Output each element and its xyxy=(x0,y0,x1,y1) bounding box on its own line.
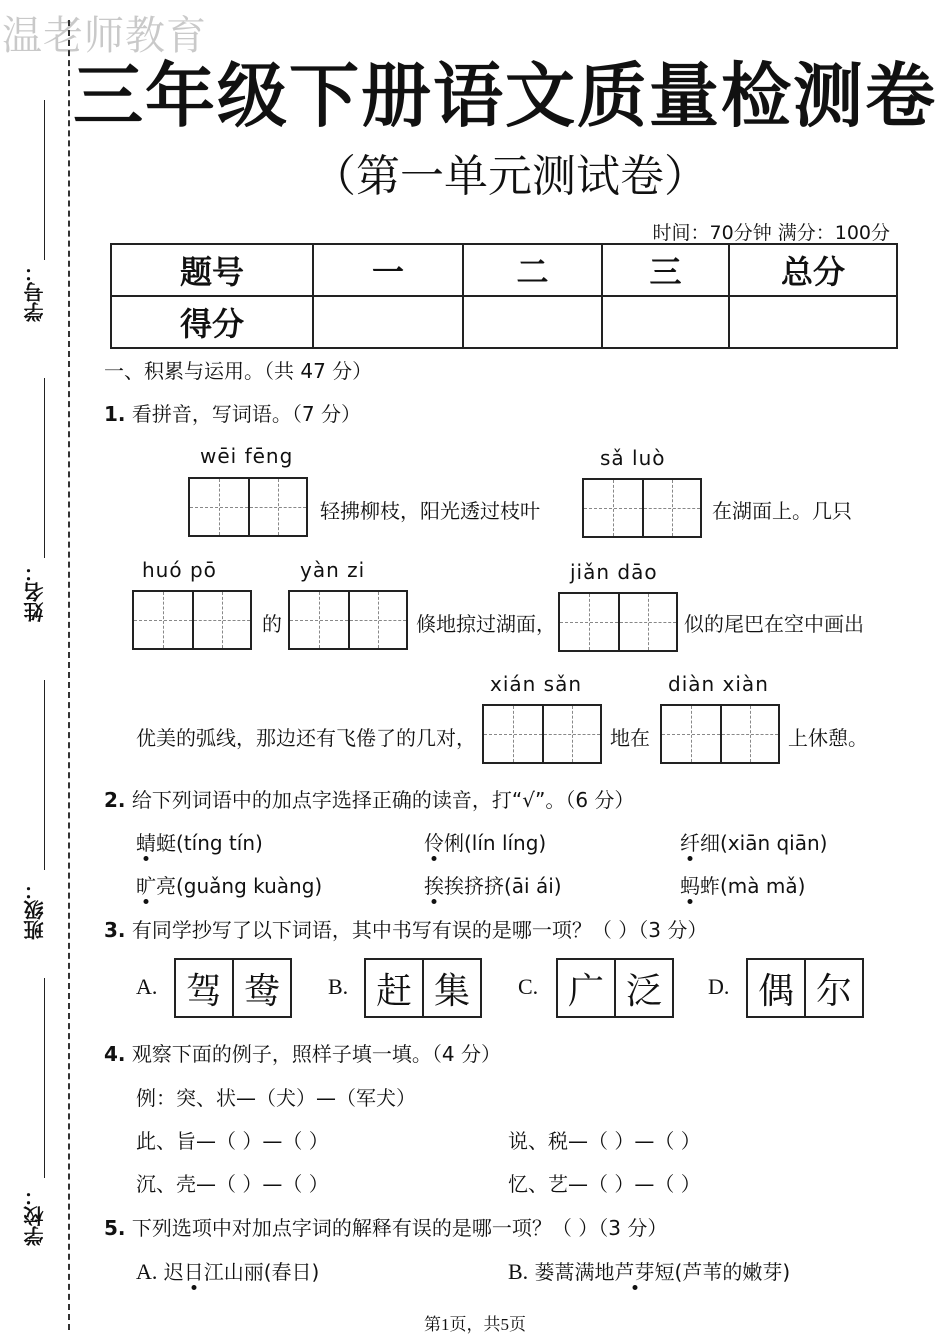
answer-grid[interactable] xyxy=(288,590,408,650)
option-text: 短(芦苇的嫩芽) xyxy=(654,1260,791,1284)
pinyin-label: jiǎn dāo xyxy=(570,560,658,584)
option-label[interactable]: C. xyxy=(518,974,539,999)
pinyin-label: xián sǎn xyxy=(490,672,583,696)
passage-text: 优美的弧线，那边还有飞倦了的几对， xyxy=(136,726,476,750)
student-no-line xyxy=(44,100,45,260)
dotted-char: 挨 xyxy=(424,874,444,898)
class-line xyxy=(44,680,45,870)
reading-text: 蜓(tíng tín) xyxy=(156,831,263,855)
option-label[interactable]: D. xyxy=(708,974,730,999)
passage-text: 似的尾巴在空中画出 xyxy=(684,612,864,636)
pinyin-label: huó pō xyxy=(142,558,217,582)
question-prompt: 观察下面的例子，照样子填一填。（4 分） xyxy=(131,1042,501,1066)
pinyin-label: diàn xiàn xyxy=(668,672,769,696)
option-text: 蒌蒿满地 xyxy=(534,1260,615,1284)
option-label: B. xyxy=(508,1259,529,1284)
header-cell: 二 xyxy=(463,244,602,296)
class-label: 班级： xyxy=(23,880,47,940)
question-number: 5. xyxy=(104,1216,126,1240)
answer-grid[interactable] xyxy=(558,592,678,652)
question-number: 2. xyxy=(104,788,126,812)
option-label[interactable]: A. xyxy=(136,974,158,999)
reading-text: 俐(lín líng) xyxy=(444,831,547,855)
header-cell: 三 xyxy=(602,244,729,296)
option-b-word[interactable] xyxy=(364,958,482,1018)
fill-item[interactable]: 沉、壳—（ ）—（ ） xyxy=(136,1172,329,1196)
question-prompt: 有同学抄写了以下词语，其中书写有误的是哪一项？（ ）（3 分） xyxy=(131,918,708,942)
page-title: 三年级下册语文质量检测卷 xyxy=(73,55,937,137)
score-table xyxy=(110,243,898,349)
option-label[interactable]: B. xyxy=(328,974,349,999)
question-2 xyxy=(104,784,634,813)
score-row-label: 得分 xyxy=(111,296,313,348)
score-cell[interactable] xyxy=(729,296,897,348)
fill-item[interactable]: 说、税—（ ）—（ ） xyxy=(508,1129,701,1153)
fill-item[interactable]: 忆、艺—（ ）—（ ） xyxy=(508,1172,701,1196)
dotted-char: 蚂 xyxy=(680,874,700,898)
question-number: 4. xyxy=(104,1042,126,1066)
answer-grid[interactable] xyxy=(582,478,702,538)
reading-option[interactable] xyxy=(680,870,805,899)
header-cell: 题号 xyxy=(111,244,313,296)
option-text: 江山丽(春日) xyxy=(203,1260,320,1284)
question-prompt: 给下列词语中的加点字选择正确的读音，打“√”。（6 分） xyxy=(131,788,635,812)
word-char: 集 xyxy=(422,960,480,1016)
question-number: 1. xyxy=(104,402,126,426)
dotted-char: 日 xyxy=(183,1260,204,1284)
example-text: 例：突、状—（犬）—（军犬） xyxy=(136,1086,416,1110)
student-no-label: 学号： xyxy=(23,262,47,322)
passage-text: 在湖面上。几只 xyxy=(712,499,852,523)
score-table-score-row xyxy=(111,296,897,348)
binding-dashed-line xyxy=(68,20,70,1330)
answer-grid[interactable] xyxy=(660,704,780,764)
dotted-char: 芦芽 xyxy=(614,1260,655,1284)
answer-grid[interactable] xyxy=(132,590,252,650)
reading-text: 细(xiān qiān) xyxy=(700,831,828,855)
reading-text: 挨挤挤(āi ái) xyxy=(444,874,562,898)
reading-option[interactable] xyxy=(424,827,546,856)
question-number: 3. xyxy=(104,918,126,942)
question-3 xyxy=(104,914,707,943)
pinyin-label: wēi fēng xyxy=(200,444,294,468)
passage-text: 轻拂柳枝，阳光透过枝叶 xyxy=(320,499,540,523)
school-label: 学校： xyxy=(23,1186,47,1246)
word-char: 尔 xyxy=(804,960,862,1016)
dotted-char: 伶 xyxy=(424,831,444,855)
word-char: 驾 xyxy=(185,970,222,1012)
option-a[interactable] xyxy=(136,1256,319,1285)
score-table-header-row xyxy=(111,244,897,296)
section-heading: 一、积累与运用。（共 47 分） xyxy=(104,359,373,383)
dotted-char: 蜻 xyxy=(136,831,156,855)
dotted-char: 纤 xyxy=(680,831,700,855)
watermark: 温老师教育 xyxy=(2,13,207,59)
passage-text: 倏地掠过湖面， xyxy=(416,612,556,636)
word-char: 鸯 xyxy=(232,960,290,1016)
school-line xyxy=(44,978,45,1178)
word-char: 偶 xyxy=(757,970,794,1012)
option-b[interactable] xyxy=(508,1256,790,1285)
option-d-word[interactable] xyxy=(746,958,864,1018)
name-line xyxy=(44,378,45,558)
question-1 xyxy=(104,398,361,427)
reading-text: 亮(guǎng kuàng) xyxy=(156,874,323,898)
answer-grid[interactable] xyxy=(482,704,602,764)
answer-grid[interactable] xyxy=(188,477,308,537)
option-label: A. xyxy=(136,1259,158,1284)
reading-option[interactable] xyxy=(424,870,562,899)
option-text: 迟 xyxy=(163,1260,184,1284)
word-char: 广 xyxy=(567,970,604,1012)
word-char: 赶 xyxy=(375,970,412,1012)
question-5 xyxy=(104,1212,667,1241)
passage-text: 的 xyxy=(262,612,282,636)
name-label: 姓名： xyxy=(23,562,47,622)
pinyin-label: yàn zi xyxy=(300,558,366,582)
question-prompt: 看拼音，写词语。（7 分） xyxy=(131,402,361,426)
passage-text: 上休憩。 xyxy=(788,726,868,750)
header-cell: 一 xyxy=(313,244,463,296)
header-cell: 总分 xyxy=(729,244,897,296)
reading-text: 蚱(mà mǎ) xyxy=(700,874,806,898)
question-prompt: 下列选项中对加点字词的解释有误的是哪一项？（ ）（3 分） xyxy=(131,1216,668,1240)
option-c-word[interactable] xyxy=(556,958,674,1018)
score-cell[interactable] xyxy=(463,296,602,348)
dotted-char: 旷 xyxy=(136,874,156,898)
reading-option[interactable] xyxy=(680,827,827,856)
passage-text: 地在 xyxy=(610,726,650,750)
page-subtitle: （第一单元测试卷） xyxy=(312,151,708,202)
reading-option[interactable] xyxy=(136,827,263,856)
score-cell[interactable] xyxy=(313,296,463,348)
word-char: 泛 xyxy=(614,960,672,1016)
fill-item[interactable]: 此、旨—（ ）—（ ） xyxy=(136,1129,329,1153)
reading-option[interactable] xyxy=(136,870,322,899)
page-footer: 第1页，共5页 xyxy=(424,1315,526,1334)
score-cell[interactable] xyxy=(602,296,729,348)
question-4 xyxy=(104,1038,501,1067)
pinyin-label: sǎ luò xyxy=(600,446,666,470)
option-a-word[interactable] xyxy=(174,958,292,1018)
exam-meta: 时间：70分钟 满分：100分 xyxy=(652,222,890,244)
